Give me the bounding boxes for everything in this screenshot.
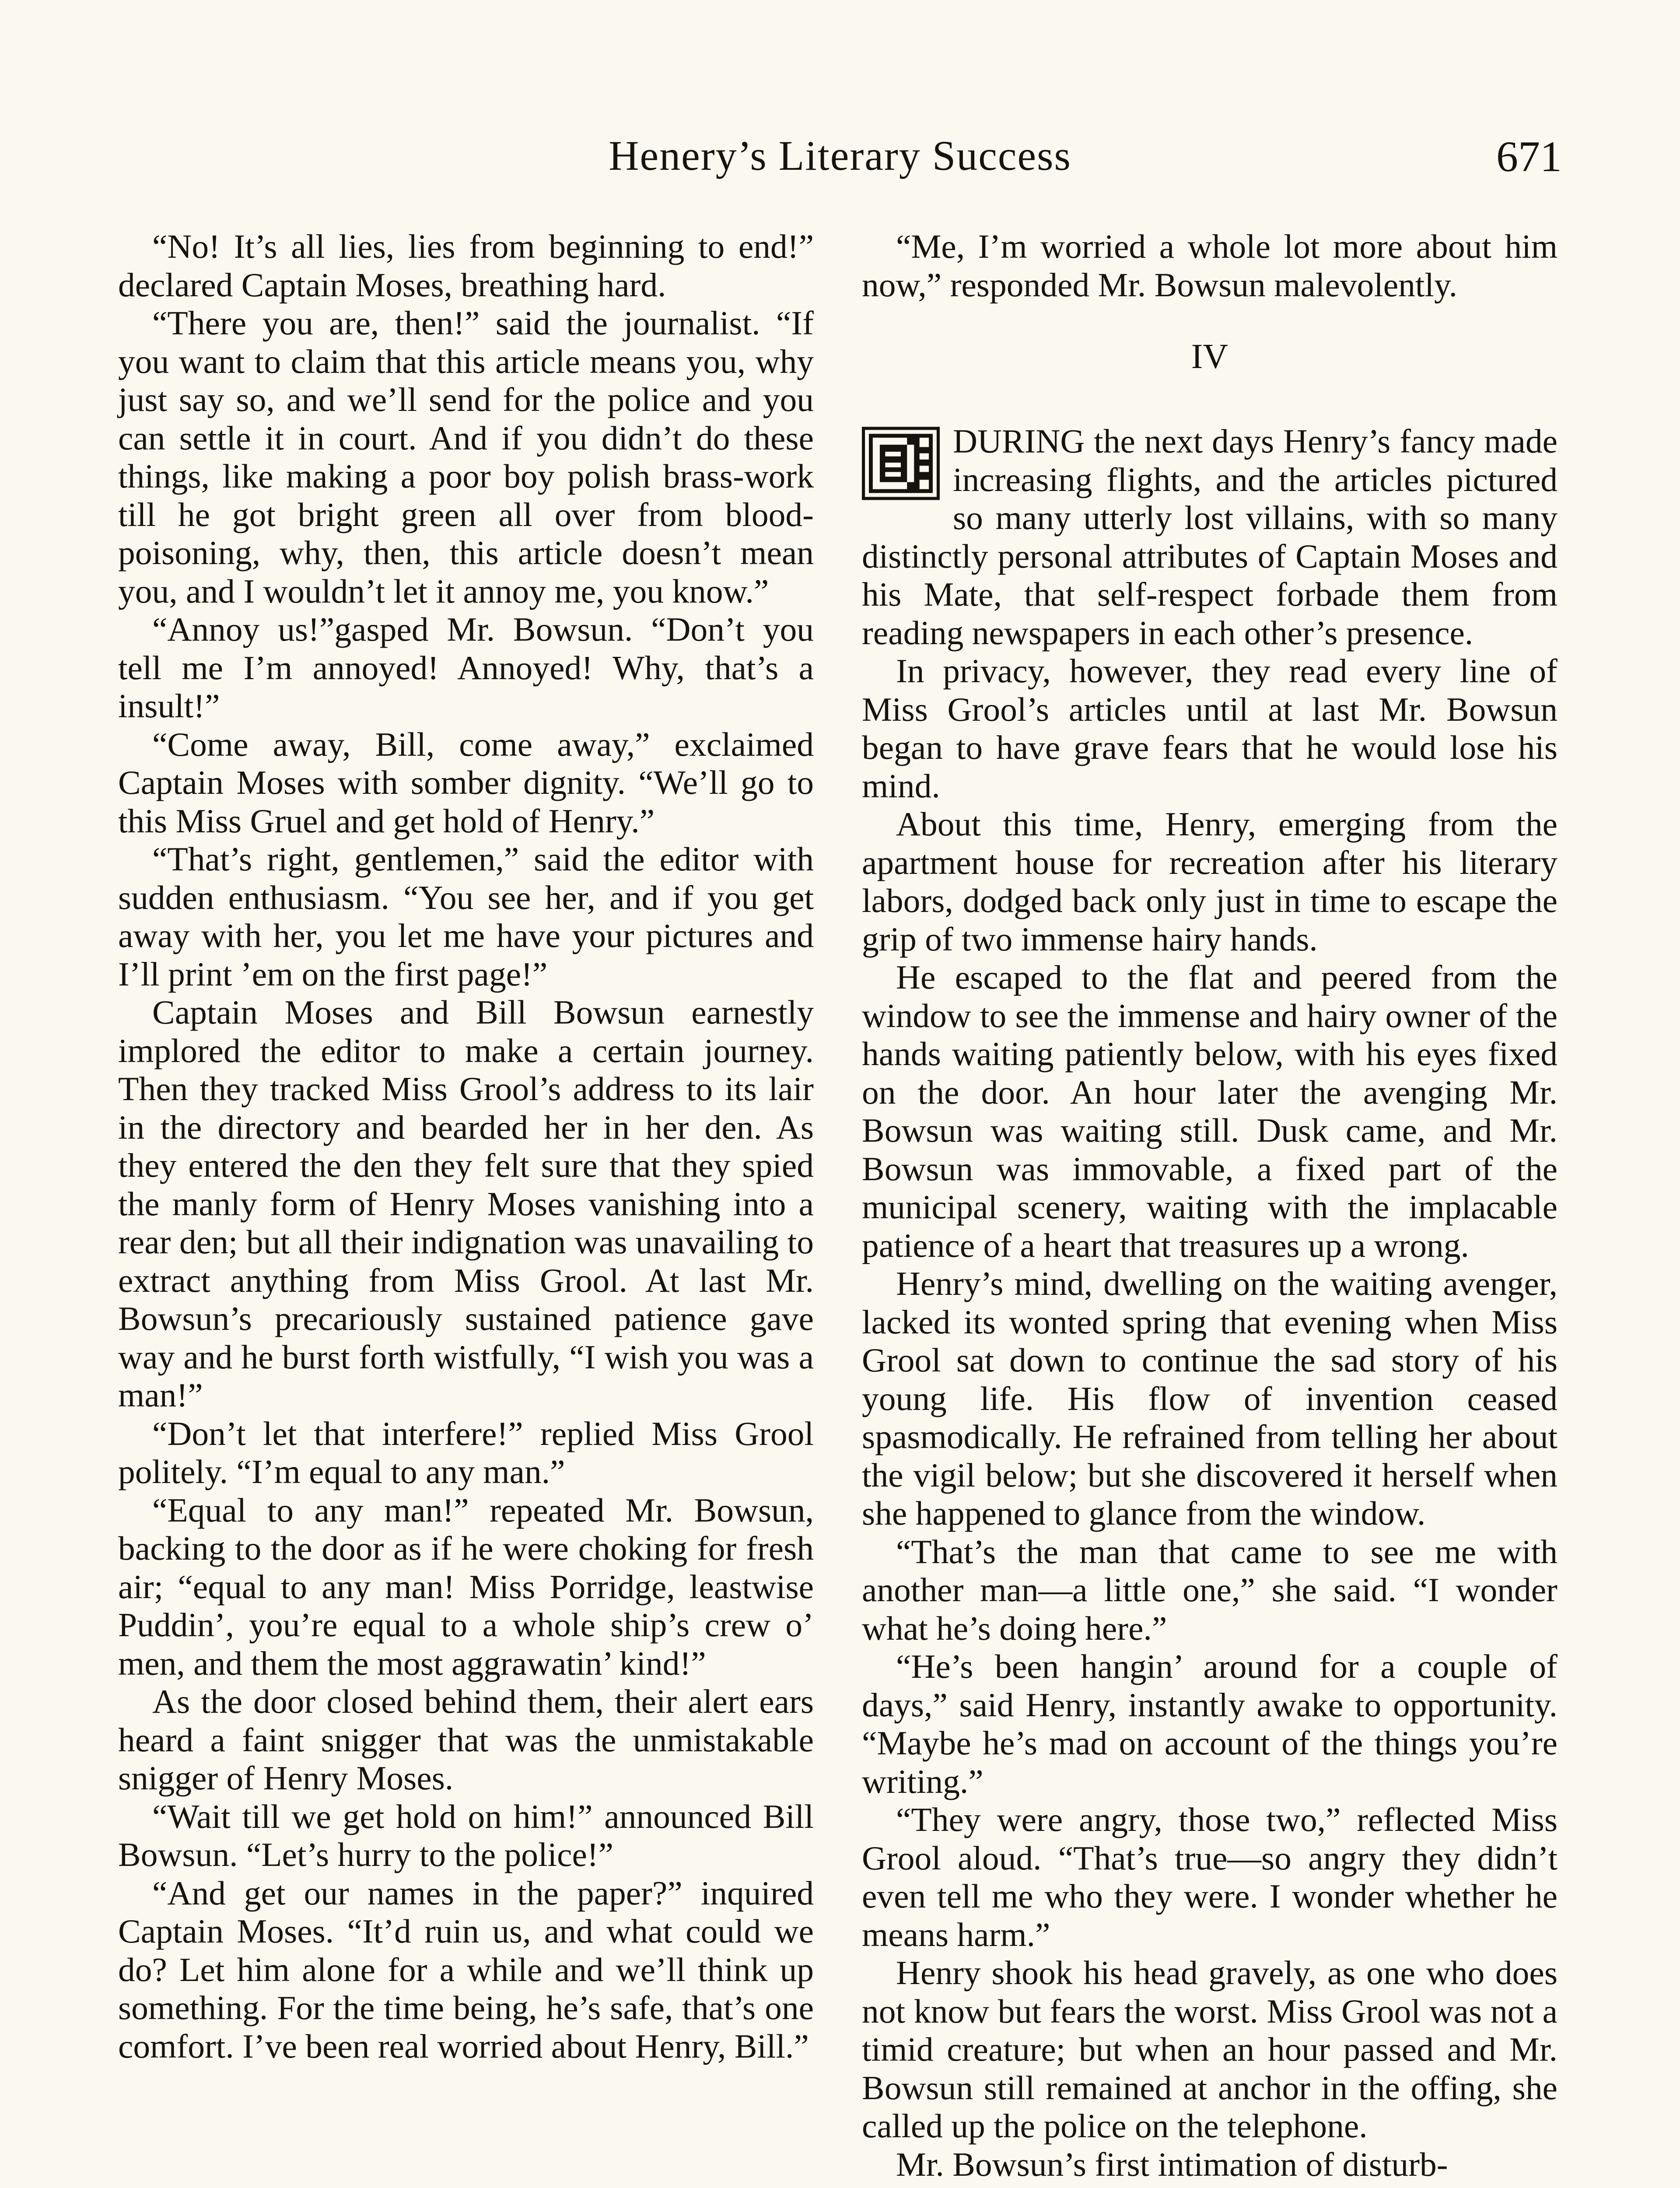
- paragraph: Mr. Bowsun’s first intimation of disturb-: [896, 2145, 1448, 2183]
- paragraph: About this time, Henry, emerging from the apartment house for recreation after his literary labors, dodged back only just in time to escape the grip of two immense hairy hands.: [862, 805, 1558, 958]
- paragraph: “No! It’s all lies, lies from beginning to end!” declared Captain Moses, breathing hard.: [118, 228, 814, 304]
- paragraph: “Equal to any man!” repeated Mr. Bowsun, backing to the door as if he were choking for fresh air; “equal to any man! Miss Porridge, leastwise Puddin’, you’re equal to a whole ship’s crew o’ men, and them the most aggrawatin’ kind!”: [118, 1491, 814, 1682]
- right-column: [862, 228, 1558, 2184]
- paragraph: Henry’s mind, dwelling on the waiting avenger, lacked its wonted spring that evening when Miss Grool sat down to continue the sad story of his young life. His flow of invention ceased spasmodically. He refrained from telling her about the vigil below; but she discovered it herself when she happened to glance from the window.: [862, 1265, 1558, 1532]
- paragraph: He escaped to the flat and peered from the window to see the immense and hairy owner of the hands waiting patiently below, with his eyes fixed on the door. An hour later the avenging Mr. Bowsun was waiting still. Dusk came, and Mr. Bowsun was immovable, a fixed part of the municipal scenery, waiting with the implacable patience of a heart that treasures up a wrong.: [862, 958, 1558, 1264]
- paragraph: “They were angry, those two,” reflected Miss Grool aloud. “That’s true—so angry they didn’t even tell me who they were. I wonder whether he means harm.”: [862, 1801, 1558, 1953]
- running-title: Henery’s Literary Success: [609, 132, 1071, 179]
- paragraph: “Don’t let that interfere!” replied Miss Grool politely. “I’m equal to any man.”: [118, 1414, 814, 1490]
- paragraph: In privacy, however, they read every line of Miss Grool’s articles until at last Mr. Bowsun began to have grave fears that he would lose his mind.: [862, 652, 1558, 805]
- section-heading: IV: [1191, 337, 1228, 376]
- ornamental-initial-icon: [862, 427, 940, 500]
- paragraph: “Wait till we get hold on him!” announced Bill Bowsun. “Let’s hurry to the police!”: [118, 1797, 814, 1873]
- left-column: [118, 228, 814, 2065]
- paragraph: Captain Moses and Bill Bowsun earnestly implored the editor to make a certain journey. Then they tracked Miss Grool’s address to its lair in the directory and bearded her in her den. As they entered the den they felt sure that they spied the manly form of Henry Moses vanishing into a rear den; but all their indignation was unavailing to extract anything from Miss Grool. At last Mr. Bowsun’s precariously sustained patience gave way and he burst forth wistfully, “I wish you was a man!”: [118, 993, 814, 1414]
- paragraph: “He’s been hangin’ around for a couple of days,” said Henry, instantly awake to opportunity. “Maybe he’s mad on account of the things you’re writing.”: [862, 1648, 1558, 1800]
- paragraph: “Annoy us!”gasped Mr. Bowsun. “Don’t you tell me I’m annoyed! Annoyed! Why, that’s a insult!”: [118, 610, 814, 725]
- page-number: 671: [1496, 132, 1562, 181]
- dropcap-paragraph: [862, 422, 1558, 652]
- paragraph: “Me, I’m worried a whole lot more about him now,” responded Mr. Bowsun malevolently.: [862, 228, 1558, 304]
- page-header: [118, 131, 1562, 193]
- dropcap-text: DURING the next days Henry’s fancy made increasing flights, and the articles pictured so many utterly lost villains, with so many distinctly personal attributes of Captain Moses and his Mate, that self-respect forbade them from reading newspapers in each other’s presence.: [862, 422, 1558, 652]
- paragraph: “That’s the man that came to see me with another man—a little one,” she said. “I wonder what he’s doing here.”: [862, 1532, 1558, 1647]
- paragraph: “And get our names in the paper?” inquired Captain Moses. “It’d ruin us, and what could we do? Let him alone for a while and we’ll think up something. For the time being, he’s safe, that’s one comfort. I’ve been real worried about Henry, Bill.”: [118, 1874, 814, 2065]
- paragraph: “Come away, Bill, come away,” exclaimed Captain Moses with somber dignity. “We’ll go to this Miss Gruel and get hold of Henry.”: [118, 725, 814, 840]
- paragraph: “That’s right, gentlemen,” said the editor with sudden enthusiasm. “You see her, and if you get away with her, you let me have your pictures and I’ll print ’em on the first page!”: [118, 840, 814, 993]
- paragraph: “There you are, then!” said the journalist. “If you want to claim that this article means you, why just say so, and we’ll send for the police and you can settle it in court. And if you didn’t do these things, like making a poor boy polish brass-work till he got bright green all over from blood-poisoning, why, then, this article doesn’t mean you, and I wouldn’t let it annoy me, you know.”: [118, 304, 814, 610]
- paragraph: Henry shook his head gravely, as one who does not know but fears the worst. Miss Grool was not a timid creature; but when an hour passed and Mr. Bowsun still remained at anchor in the offing, she called up the police on the telephone.: [862, 1954, 1558, 2145]
- paragraph: As the door closed behind them, their alert ears heard a faint snigger that was the unmistakable snigger of Henry Moses.: [118, 1683, 814, 1797]
